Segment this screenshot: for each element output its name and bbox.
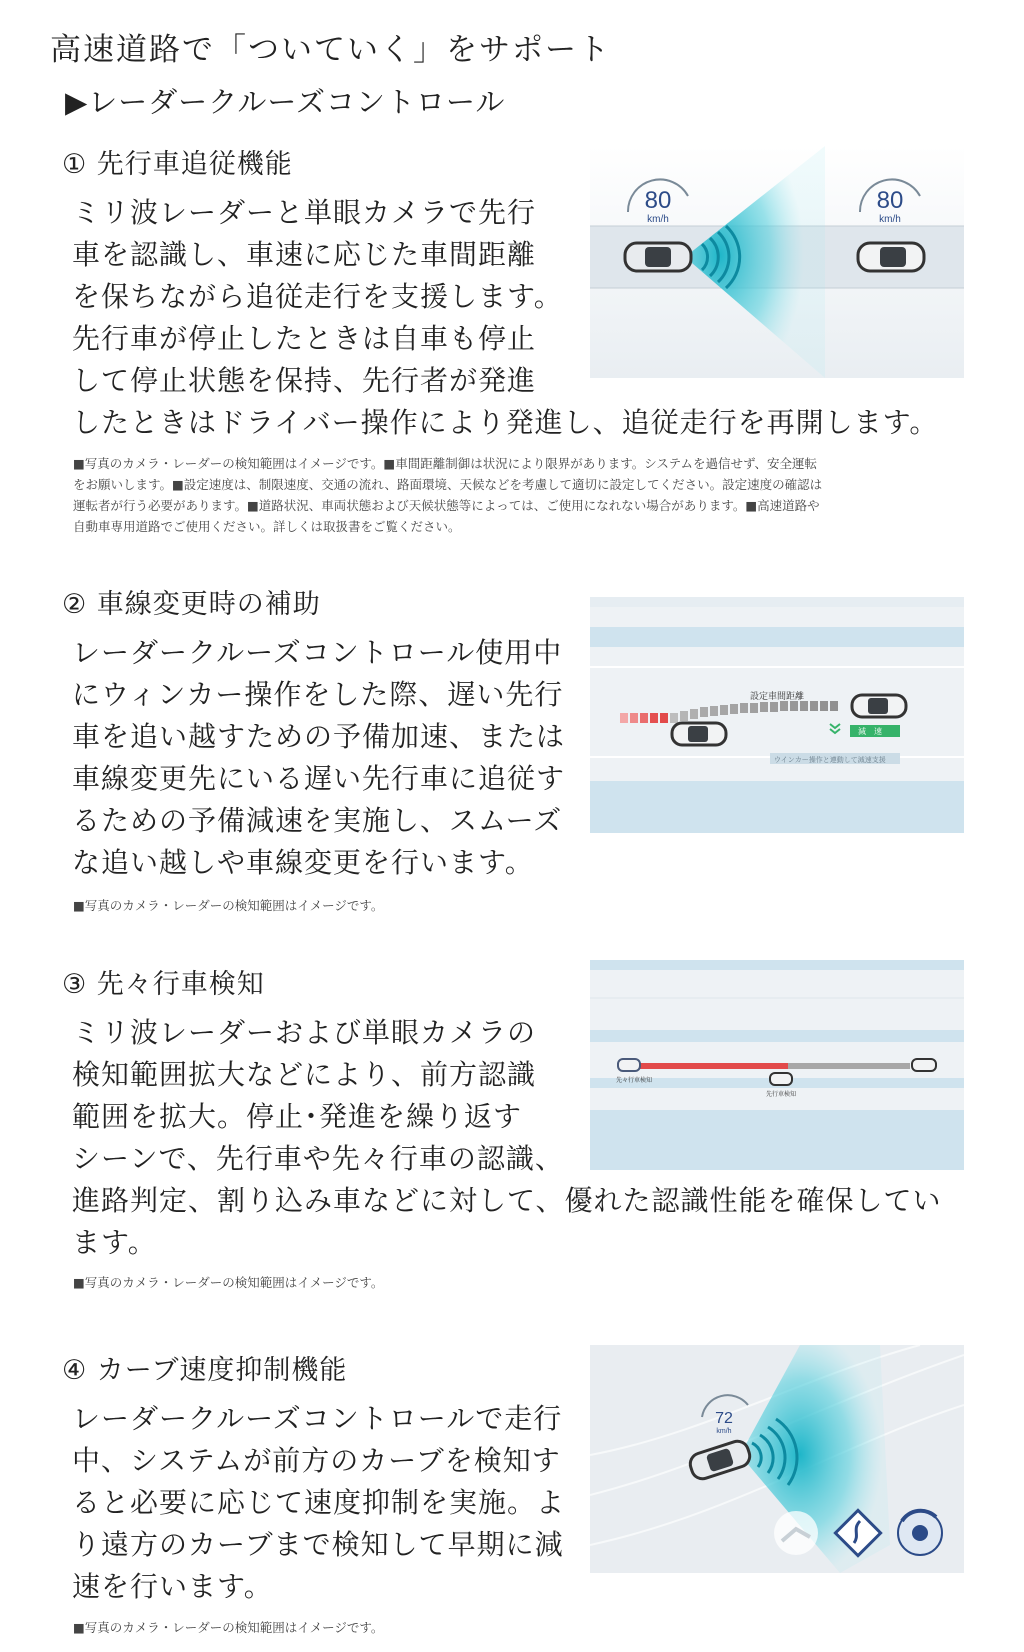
body-line: 速を行います。 xyxy=(72,1570,273,1603)
figure-pre-preceding xyxy=(590,960,964,1170)
lead-car-icon xyxy=(852,695,906,717)
label-decel: 減 速 xyxy=(858,727,882,736)
body-line: ると必要に応じて速度抑制を実施。よ xyxy=(72,1486,566,1519)
note-line: ■写真のカメラ・レーダーの検知範囲はイメージです。 xyxy=(73,1275,384,1290)
figure-lane-change xyxy=(590,597,964,833)
body-line: ミリ波レーダーおよび単眼カメラの xyxy=(72,1016,537,1049)
section-heading-curve-speed: ④ カーブ速度抑制機能 xyxy=(62,1355,348,1386)
body-line: したときはドライバー操作により発進し、追従走行を再開します。 xyxy=(72,406,939,439)
body-line: ます。 xyxy=(72,1226,157,1259)
section-body-lane-change xyxy=(72,632,565,884)
body-line: レーダークルーズコントロール使用中 xyxy=(72,636,563,669)
lead-car-icon xyxy=(770,1073,792,1085)
label-set-distance: 設定車間距離 xyxy=(750,692,805,702)
section-notes-curve-speed xyxy=(73,1617,383,1638)
speed-left-value: 80 xyxy=(644,187,672,214)
section-heading-lane-change: ② 車線変更時の補助 xyxy=(62,589,321,620)
body-line: るための予備減速を実施し、スムーズ xyxy=(72,804,563,837)
note-line: 運転者が行う必要があります。■道路状況、車両状態および天候状態等によっては、ご使用になれない場合があります。■高速道路や xyxy=(73,498,820,513)
body-line: 車線変更先にいる遅い先行車に追従す xyxy=(72,762,566,795)
pre-preceding-car-icon xyxy=(618,1059,640,1071)
steering-control-icon xyxy=(898,1511,942,1555)
section-heading-following: ① 先行車追従機能 xyxy=(62,149,293,180)
page-title: 高速道路で「ついていく」をサポート xyxy=(50,32,611,68)
ego-car-icon xyxy=(912,1059,936,1071)
section-notes-following xyxy=(73,453,822,537)
note-line: ■写真のカメラ・レーダーの検知範囲はイメージです。■車間距離制御は状況により限界があります。システムを過信せず、安全運転 xyxy=(73,456,817,471)
ego-car-icon xyxy=(672,723,726,745)
section-notes-pre-preceding xyxy=(73,1272,383,1293)
label-pre-preceding: 先々行車検知 xyxy=(616,1077,653,1084)
body-line: 進路判定、割り込み車などに対して、優れた認識性能を確保してい xyxy=(72,1184,942,1217)
figure-following-radar xyxy=(590,146,964,378)
body-line: 車を追い越すための予備加速、または xyxy=(72,720,566,753)
section-subtitle: ▶レーダークルーズコントロール xyxy=(65,85,506,119)
section-body-curve-speed xyxy=(72,1398,565,1608)
ego-car-icon xyxy=(625,243,691,271)
lead-car-icon xyxy=(858,243,924,271)
speed-right-unit: km/h xyxy=(879,214,901,225)
speed-right-value: 80 xyxy=(876,187,904,214)
body-line: シーンで、先行車や先々行車の認識、 xyxy=(72,1142,564,1175)
body-line: 先行車が停止したときは自車も停止 xyxy=(72,322,537,355)
speed-left-unit: km/h xyxy=(647,214,669,225)
speed-unit: km/h xyxy=(716,1428,732,1435)
label-caption: ウインカー操作と連動して減速支援 xyxy=(774,756,886,764)
body-line: を保ちながら追従走行を支援します。 xyxy=(72,280,563,313)
body-line: にウィンカー操作をした際、遅い先行 xyxy=(72,678,564,711)
section-heading-pre-preceding: ③ 先々行車検知 xyxy=(62,969,265,1000)
body-line: な追い越しや車線変更を行います。 xyxy=(72,846,534,879)
section-notes-lane-change xyxy=(73,895,383,916)
body-line: 範囲を拡大。停止･発進を繰り返す xyxy=(72,1100,523,1133)
body-line: り遠方のカーブまで検知して早期に減 xyxy=(72,1528,564,1561)
body-line: 中、システムが前方のカーブを検知す xyxy=(72,1444,561,1477)
body-line: 車を認識し、車速に応じた車間距離 xyxy=(72,238,537,271)
body-line: レーダークルーズコントロールで走行 xyxy=(72,1402,563,1435)
body-line: ミリ波レーダーと単眼カメラで先行 xyxy=(72,196,537,229)
figure-curve-speed xyxy=(590,1345,964,1573)
note-line: ■写真のカメラ・レーダーの検知範囲はイメージです。 xyxy=(73,1620,384,1635)
note-line: 自動車専用道路でご使用ください。詳しくは取扱書をご覧ください。 xyxy=(73,519,461,534)
speed-value: 72 xyxy=(715,1410,733,1427)
label-preceding: 先行車検知 xyxy=(766,1091,797,1098)
note-line: をお願いします。■設定速度は、制限速度、交通の流れ、路面環境、天候などを考慮して適切に設定してください。設定速度の確認は xyxy=(73,477,823,492)
note-line: ■写真のカメラ・レーダーの検知範囲はイメージです。 xyxy=(73,898,384,913)
body-line: 検知範囲拡大などにより、前方認識 xyxy=(72,1058,537,1091)
body-line: して停止状態を保持、先行者が発進 xyxy=(72,364,537,397)
foot-pedal-icon xyxy=(774,1511,818,1555)
